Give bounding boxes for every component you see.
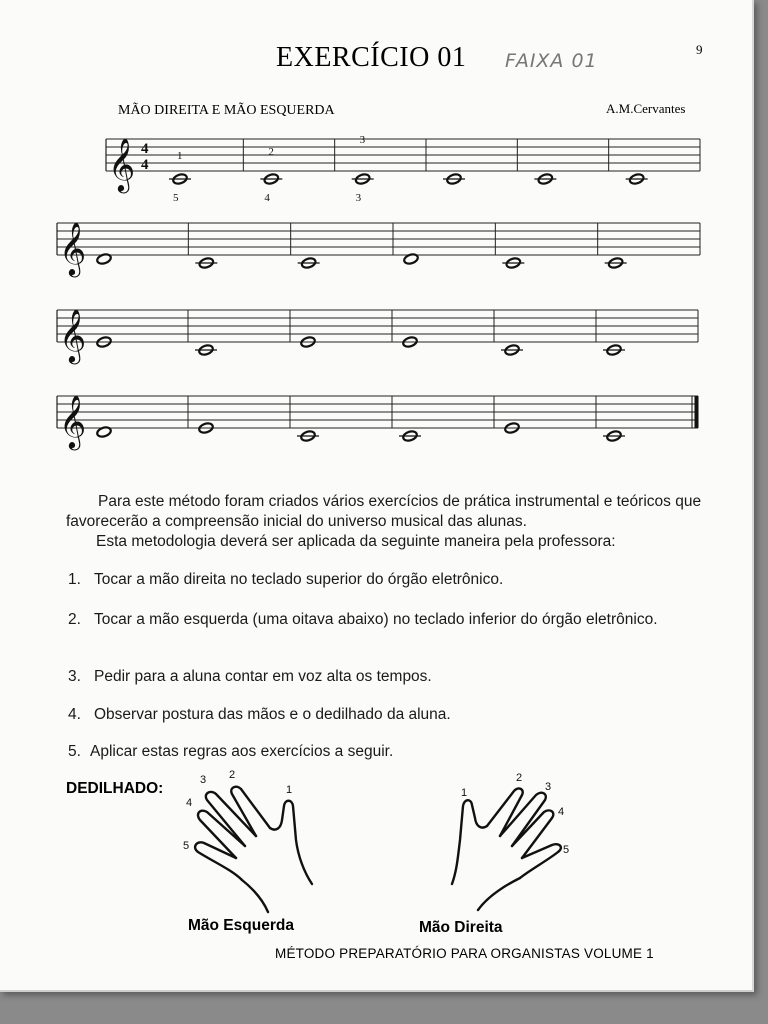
- right-hand-drawing: [452, 788, 561, 910]
- intro-paragraph-1: Para este método foram criados vários exercícios de prática instrumental e teóricos que favorecerão a compreensão inicial do universo musical das alunas.: [66, 493, 702, 530]
- right-finger-4: 4: [558, 806, 565, 818]
- step-number: 4.: [68, 706, 81, 723]
- treble-clef: 𝄞: [59, 308, 87, 362]
- page-title: EXERCÍCIO 01: [276, 42, 467, 73]
- right-finger-2: 2: [516, 772, 523, 784]
- right-finger-3: 3: [545, 781, 552, 793]
- fingering-below: 4: [264, 192, 270, 204]
- left-finger-3: 3: [200, 774, 207, 786]
- fingering-below: 5: [173, 192, 179, 204]
- step-text: Aplicar estas regras aos exercícios a seguir.: [90, 743, 394, 760]
- step-number: 3.: [68, 668, 81, 685]
- right-finger-1: 1: [461, 787, 468, 799]
- right-finger-5: 5: [563, 844, 570, 856]
- right-hand-label: Mão Direita: [419, 919, 503, 936]
- fingering-above: 1: [177, 150, 183, 162]
- step-text: Pedir para a aluna contar em voz alta os tempos.: [94, 668, 432, 685]
- step-text: Tocar a mão esquerda (uma oitava abaixo) no teclado inferior do órgão eletrônico.: [94, 611, 658, 628]
- handwritten-note: FAIXA 01: [505, 50, 598, 72]
- page-number: 9: [696, 42, 703, 57]
- time-signature-top: 4: [141, 141, 149, 157]
- fingering-below: 3: [355, 192, 362, 204]
- step-text: Observar postura das mãos e o dedilhado da aluna.: [94, 706, 451, 723]
- treble-clef: 𝄞: [59, 394, 87, 448]
- left-hand-drawing: [195, 787, 312, 912]
- intro-paragraph-2: Esta metodologia deverá ser aplicada da seguinte maneira pela professora:: [96, 533, 616, 550]
- fingering-heading: DEDILHADO:: [66, 780, 164, 797]
- step-number: 1.: [68, 571, 81, 588]
- fingering-above: 3: [359, 134, 366, 146]
- footer: MÉTODO PREPARATÓRIO PARA ORGANISTAS VOLUME 1: [275, 946, 654, 961]
- treble-clef: 𝄞: [108, 137, 136, 191]
- left-finger-2: 2: [229, 769, 236, 781]
- left-hand-label: Mão Esquerda: [188, 917, 294, 934]
- time-signature-bottom: 4: [141, 157, 149, 173]
- fingering-above: 2: [268, 146, 274, 158]
- treble-clef: 𝄞: [59, 221, 87, 275]
- exercise-subtitle: MÃO DIREITA E MÃO ESQUERDA: [118, 103, 335, 118]
- left-finger-4: 4: [186, 797, 193, 809]
- step-number: 2.: [68, 611, 81, 628]
- composer: A.M.Cervantes: [606, 101, 686, 116]
- left-finger-5: 5: [183, 840, 190, 852]
- step-text: Tocar a mão direita no teclado superior do órgão eletrônico.: [94, 571, 504, 588]
- left-finger-1: 1: [286, 784, 293, 796]
- step-number: 5.: [68, 743, 81, 760]
